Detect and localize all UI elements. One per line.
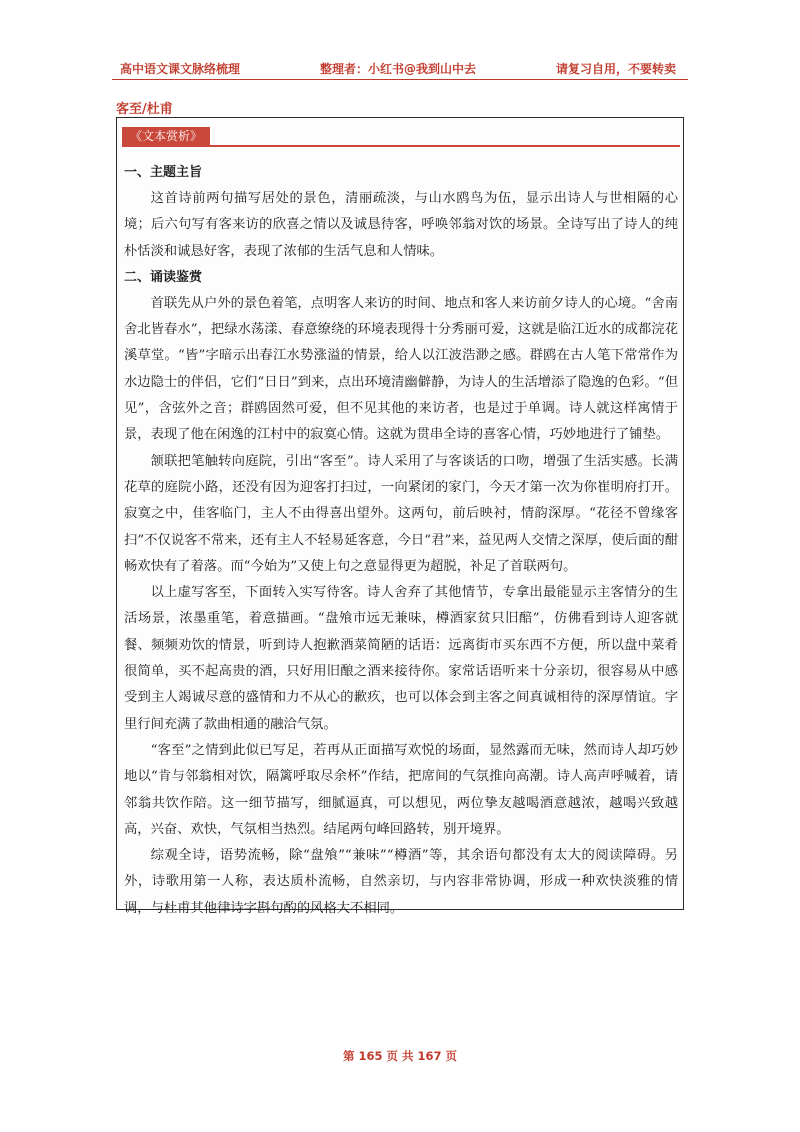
page-footer: 第 165 页 共 167 页 bbox=[342, 1049, 458, 1063]
header-center-text: 整理者：小红书@我到山中去 bbox=[320, 62, 477, 76]
paragraph: 这首诗前两句描写居处的景色，清丽疏淡，与山水鸥鸟为伍，显示出诗人与世相隔的心境；后六句写有客来访的欣喜之情以及诚恳待客，呼唤邻翁对饮的场景。全诗写出了诗人的纯朴恬淡和诚恳好客，表现了浓郁的生活气息和人情味。 bbox=[124, 191, 678, 259]
paragraph: 首联先从户外的景色着笔，点明客人来访的时间、地点和客人来访前夕诗人的心境。“舍南舍北皆春水”，把绿水荡漾、春意缭绕的环境表现得十分秀丽可爱，这就是临江近水的成都浣花溪草堂。“皆”字暗示出春江水势涨溢的情景，给人以江波浩渺之感。群鸥在古人笔下常常作为水边隐士的伴侣，它们“日日”到来，点出环境清幽僻静，为诗人的生活增添了隐逸的色彩。“但见”，含弦外之音；群鸥固然可爱，但不见其他的来访者，也是过于单调。诗人就这样寓情于景，表现了他在闲逸的江村中的寂寞心情。这就为贯串全诗的喜客心情，巧妙地进行了铺垫。 bbox=[124, 295, 678, 443]
header-divider bbox=[112, 79, 688, 80]
section-heading-appreciation: 二、诵读鉴赏 bbox=[124, 269, 203, 285]
section-heading-theme: 一、主题主旨 bbox=[124, 165, 203, 180]
paragraph: 综观全诗，语势流畅，除“盘飧”“兼味”“樽酒”等，其余语句都没有太大的阅读障碍。另外，诗歌用第一人称，表达质朴流畅，自然亲切，与内容非常协调，形成一种欢快淡雅的情调，与杜甫其他律诗字斟句酌的风格大不相同。 bbox=[124, 848, 678, 916]
paragraph: 颔联把笔触转向庭院，引出“客至”。诗人采用了与客谈话的口吻，增强了生活实感。长满花草的庭院小路，还没有因为迎客打扫过，一向紧闭的家门，今天才第一次为你崔明府打开。寂寞之中，佳客临门，主人不由得喜出望外。这两句，前后映衬，情韵深厚。“花径不曾缘客扫”不仅说客不常来，还有主人不轻易延客意，今日“君”来，益见两人交情之深厚，使后面的酣畅欢快有了着落。而“今始为”又使上句之意显得更为超脱，补足了首联两句。 bbox=[124, 453, 678, 574]
section-badge: 《文本赏析》 bbox=[122, 127, 210, 145]
paragraph: “客至”之情到此似已写足，若再从正面描写欢悦的场面，显然露而无味，然而诗人却巧妙地以“肯与邻翁相对饮，隔篱呼取尽余杯”作结，把席间的气氛推向高潮。诗人高声呼喊着，请邻翁共饮作陪。这一细节描写，细腻逼真，可以想见，两位挚友越喝酒意越浓，越喝兴致越高，兴奋、欢快，气氛相当热烈。结尾两句峰回路转，别开境界。 bbox=[124, 742, 678, 837]
badge-divider bbox=[122, 145, 680, 147]
header-right-text: 请复习自用，不要转卖 bbox=[555, 62, 676, 76]
header-left-text: 高中语文课文脉络梳理 bbox=[120, 62, 241, 76]
page-header bbox=[112, 60, 688, 80]
paragraph: 以上虚写客至，下面转入实写待客。诗人舍弃了其他情节，专拿出最能显示主客情分的生活场景，浓墨重笔，着意描画。“盘飧市远无兼味，樽酒家贫只旧醅”，仿佛看到诗人迎客就餐、频频劝饮的情景，听到诗人抱歉酒菜简陋的话语：远离街市买东西不方便，所以盘中菜肴很简单，买不起高贵的酒，只好用旧酿之酒来接待你。家常话语听来十分亲切，很容易从中感受到主人竭诚尽意的盛情和力不从心的歉疚，也可以体会到主客之间真诚相待的深厚情谊。字里行间充满了款曲相通的融洽气氛。 bbox=[124, 585, 678, 732]
document-title: 客至/杜甫 bbox=[116, 102, 173, 117]
analysis-content bbox=[124, 160, 678, 922]
